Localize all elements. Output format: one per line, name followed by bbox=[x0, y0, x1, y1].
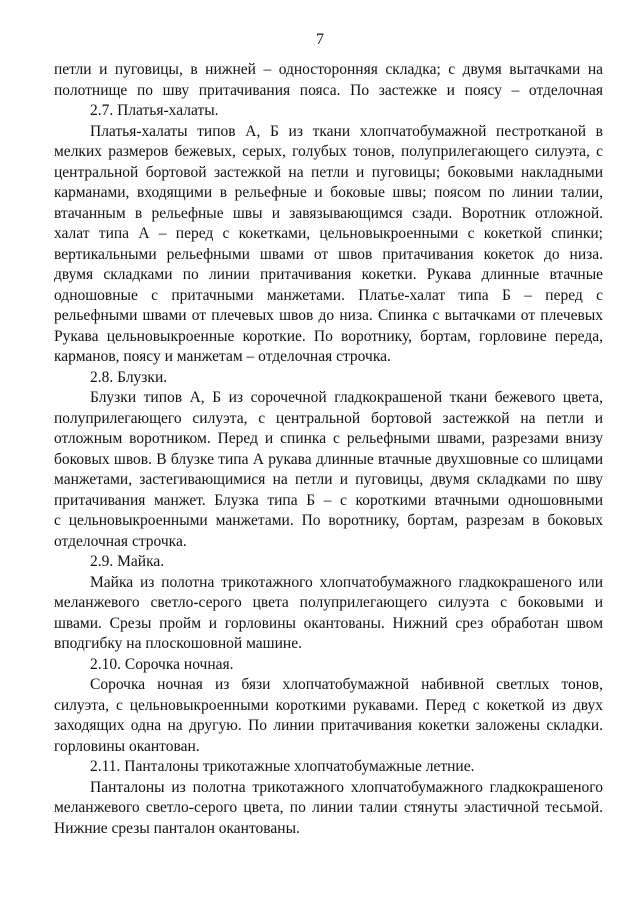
text-line: Сорочка ночная из бязи хлопчатобумажной набивной светлых тонов, bbox=[90, 676, 603, 693]
heading-text: 2.8. Блузки. bbox=[90, 368, 168, 386]
text-line: полотнище по шву притачивания пояса. По застежке и поясу – отделочная bbox=[54, 81, 603, 99]
text-line: меланжевого светло-серого цвета, по линии талии стянуты эластичной тесьмой. bbox=[54, 799, 603, 816]
paragraph bbox=[54, 778, 603, 840]
text-line: швами. Срезы пройм и горловины окантованы. Нижний срез обработан швом bbox=[54, 614, 603, 632]
paragraph bbox=[54, 122, 603, 368]
text-line: отделочная строчка. bbox=[54, 532, 187, 550]
text-line: рельефными швами от плечевых швов до низа. Спинка с вытачками от плечевых bbox=[54, 307, 603, 324]
heading-text: 2.11. Панталоны трикотажные хлопчатобумажные летние. bbox=[90, 758, 475, 775]
text-line: карманов, поясу и манжетам – отделочная строчка. bbox=[54, 348, 391, 365]
text-line: халат типа А – перед с кокетками, цельновыкроенными с кокеткой спинки; bbox=[54, 225, 603, 242]
section-heading bbox=[54, 552, 603, 573]
heading-text: 2.10. Сорочка ночная. bbox=[90, 655, 234, 673]
heading-text: 2.7. Платья-халаты. bbox=[90, 102, 219, 119]
section-heading bbox=[54, 368, 603, 389]
text-line: меланжевого светло-серого цвета полуприлегающего силуэта с боковыми и bbox=[54, 594, 603, 611]
text-line: притачивания манжет. Блузка типа Б – с короткими втачными одношовными bbox=[54, 491, 603, 509]
document-body bbox=[54, 60, 603, 839]
text-line: мелких размеров бежевых, серых, голубых тонов, полуприлегающего силуэта, с bbox=[54, 143, 603, 160]
paragraph bbox=[54, 675, 603, 757]
text-line: с цельновыкроенными манжетами. По воротнику, бортам, разрезам в боковых bbox=[54, 512, 603, 529]
text-line: Панталоны из полотна трикотажного хлопчатобумажного гладкокрашеного bbox=[90, 778, 603, 796]
paragraph bbox=[54, 573, 603, 655]
section-heading bbox=[54, 655, 603, 676]
text-line: петли и пуговицы, в нижней – односторонняя складка; с двумя вытачками на bbox=[54, 61, 603, 78]
text-line: вертикальными рельефными швами от швов притачивания кокеток до низа. bbox=[54, 245, 603, 263]
text-line: вподгибку на плоскошовной машине. bbox=[54, 635, 302, 652]
text-line: карманами, входящими в рельефные и боковые швы; поясом по линии талии, bbox=[54, 184, 603, 201]
text-line: полуприлегающего силуэта, с центральной бортовой застежкой на петли и bbox=[54, 409, 603, 427]
text-line: Платья-халаты типов А, Б из ткани хлопчатобумажной пестротканой в bbox=[90, 122, 603, 140]
paragraph bbox=[54, 60, 603, 101]
heading-text: 2.9. Майка. bbox=[90, 553, 165, 570]
text-line: одношовные с притачными манжетами. Платье-халат типа Б – перед с bbox=[54, 286, 603, 304]
text-line: Блузки типов А, Б из сорочечной гладкокрашеной ткани бежевого цвета, bbox=[90, 389, 603, 406]
section-heading bbox=[54, 101, 603, 122]
text-line: Нижние срезы панталон окантованы. bbox=[54, 819, 300, 837]
text-line: отложным воротником. Перед и спинка с рельефными швами, разрезами внизу bbox=[54, 430, 603, 447]
text-line: Рукава цельновыкроенные короткие. По воротнику, бортам, горловине переда, bbox=[54, 327, 603, 345]
text-line: двумя складками по линии притачивания кокетки. Рукава длинные втачные bbox=[54, 266, 603, 283]
text-line: силуэта, с цельновыкроенными короткими рукавами. Перед с кокеткой из двух bbox=[54, 696, 603, 714]
text-line: боковых швов. В блузке типа А рукава длинные втачные двухшовные со шлицами bbox=[54, 450, 603, 468]
text-line: центральной бортовой застежкой на петли и пуговицы; боковыми накладными bbox=[54, 163, 603, 181]
text-line: горловины окантован. bbox=[54, 737, 200, 755]
text-line: заходящих одна на другую. По линии притачивания кокетки заложены складки. bbox=[54, 717, 603, 734]
paragraph bbox=[54, 388, 603, 552]
page-number: 7 bbox=[316, 31, 324, 48]
text-line: Майка из полотна трикотажного хлопчатобумажного гладкокрашеного или bbox=[90, 573, 603, 591]
section-heading bbox=[54, 757, 603, 778]
text-line: манжетами, застегивающимися на петли и пуговицы, двумя складками по шву bbox=[54, 471, 603, 488]
text-line: втачанным в рельефные швы и завязывающимся сзади. Воротник отложной. bbox=[54, 204, 603, 222]
